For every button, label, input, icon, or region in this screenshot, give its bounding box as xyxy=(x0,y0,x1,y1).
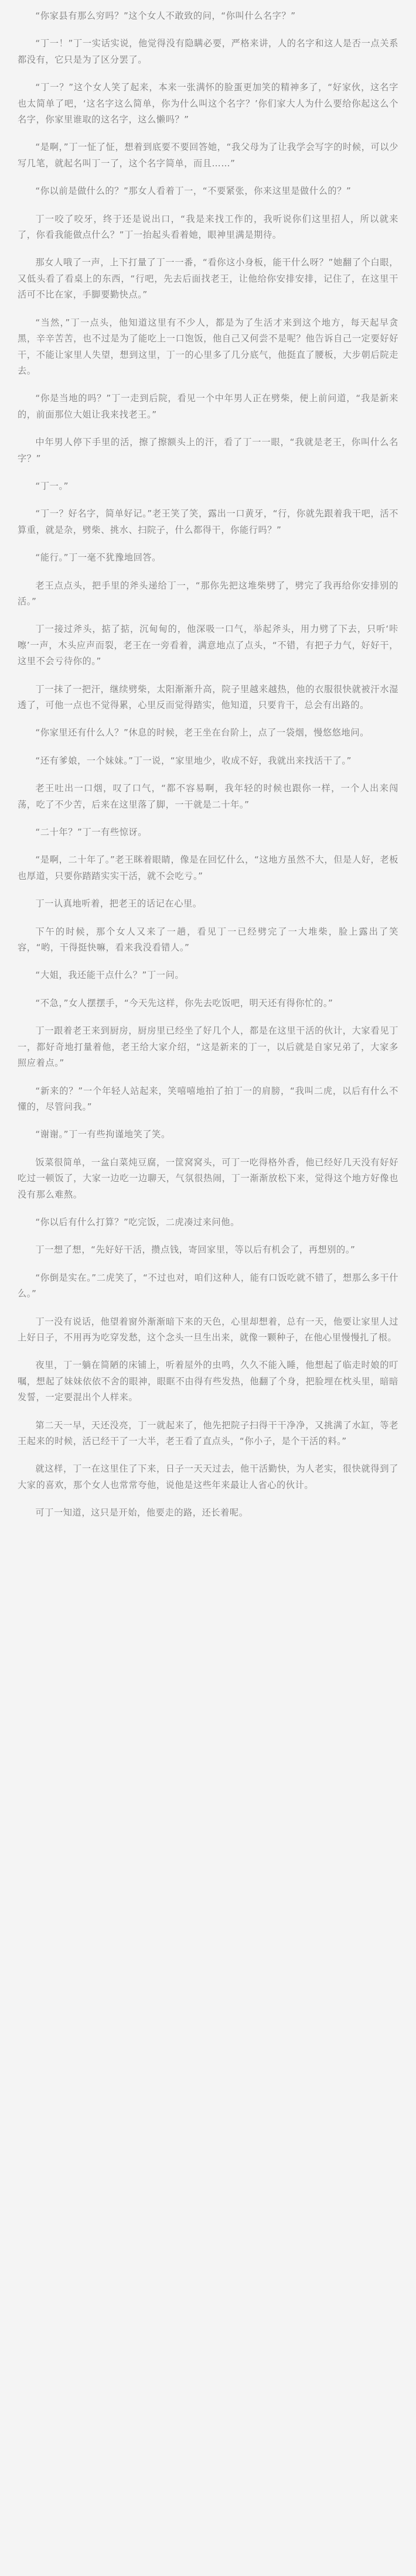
paragraph: 丁一想了想，“先好好干活，攒点钱，寄回家里，等以后有机会了，再想别的。” xyxy=(35,1244,356,1255)
paragraph: 老王点点头，把手里的斧头递给丁一，“那你先把这堆柴劈了，劈完了我再给你安排别的活。” xyxy=(18,580,398,607)
paragraph: “是啊，”丁一怔了怔，想着到底要不要回答她，“我父母为了让我学会写字的时候，可以少写几笔，就起名叫丁一了，这个名字简单，而且……” xyxy=(18,142,398,169)
paragraph: “你以前是做什么的？”那女人看着丁一，“不要紧张，你来这里是做什么的？” xyxy=(35,186,352,197)
paragraph: 饭菜很简单，一盆白菜炖豆腐，一筐窝窝头，可丁一吃得格外香，他已经好几天没有好好吃过一顿饭了，大家一边吃一边聊天，气氛很热闹，丁一渐渐放松下来，觉得这个地方好像也没有那么难熬。 xyxy=(18,1157,398,1200)
paragraph: “能行。”丁一毫不犹豫地回答。 xyxy=(35,552,161,563)
paragraph: “丁一！”丁一实话实说，他觉得没有隐瞒必要，严格来讲，人的名字和这人是否一点关系都没有，它只是为了区分罢了。 xyxy=(18,38,398,65)
paragraph: “丁一？好名字，简单好记。”老王笑了笑，露出一口黄牙，“行，你就先跟着我干吧，活不算重，就是杂，劈柴、挑水、扫院子，什么都得干，你能行吗？” xyxy=(18,508,398,535)
paragraph: 丁一跟着老王来到厨房，厨房里已经坐了好几个人，都是在这里干活的伙计，大家看见丁一，都好奇地打量着他，老王给大家介绍，“这是新来的丁一，以后就是自家兄弟了，大家多照应着点。” xyxy=(18,1025,398,1069)
paragraph: “你家县有那么穷吗？”这个女人不敢致的问，“你叫什么名字？” xyxy=(35,11,296,21)
paragraph: 丁一没有说话，他望着窗外渐渐暗下来的天色，心里却想着，总有一天，他要让家里人过上好日子，不用再为吃穿发愁，这个念头一旦生出来，就像一颗种子，在他心里慢慢扎了根。 xyxy=(18,1316,398,1343)
paragraph: “是啊，二十年了。”老王眯着眼睛，像是在回忆什么，“这地方虽然不大，但是人好，老板也厚道，只要你踏踏实实干活，就不会吃亏。” xyxy=(18,854,398,881)
paragraph: 丁一抹了一把汗，继续劈柴，太阳渐渐升高，院子里越来越热，他的衣服很快就被汗水湿透了，可他一点也不觉得累，心里反而觉得踏实，他知道，只要肯干，总会有出路的。 xyxy=(18,683,398,710)
paragraph: 中年男人停下手里的活，擦了擦额头上的汗，看了丁一一眼，“我就是老王，你叫什么名字？” xyxy=(18,437,398,464)
paragraph: 下午的时候，那个女人又来了一趟，看见丁一已经劈完了一大堆柴，脸上露出了笑容，“哟，干得挺快嘛，看来我没看错人。” xyxy=(18,926,398,953)
paragraph: “不急，”女人摆摆手，“今天先这样，你先去吃饭吧，明天还有得你忙的。” xyxy=(35,997,333,1008)
paragraph: 丁一咬了咬牙，终于还是说出口，“我是来找工作的，我听说你们这里招人，所以就来了，你看我能做点什么？”丁一抬起头看着她，眼神里满是期待。 xyxy=(18,213,398,241)
paragraph: 第二天一早，天还没亮，丁一就起来了，他先把院子扫得干干净净，又挑满了水缸，等老王起来的时候，活已经干了一大半，老王看了直点头，“你小子，是个干活的料。” xyxy=(18,1419,398,1446)
paragraph: “你家里还有什么人？”休息的时候，老王坐在台阶上，点了一袋烟，慢悠悠地问。 xyxy=(35,727,369,738)
paragraph: 丁一认真地听着，把老王的话记在心里。 xyxy=(35,898,202,909)
paragraph: 那女人哦了一声，上下打量了丁一一番，“看你这小身板，能干什么呀？”她翻了个白眼，又低头看了看桌上的东西，“行吧，先去后面找老王，让他给你安排安排，记住了，在这里干活可不比在家，手脚要勤快点。” xyxy=(18,257,398,300)
paragraph: “你是当地的吗？”丁一走到后院，看见一个中年男人正在劈柴，便上前问道，“我是新来的，前面那位大姐让我来找老王。” xyxy=(18,393,398,420)
paragraph: “大姐，我还能干点什么？”丁一问。 xyxy=(35,970,185,981)
paragraph: “你倒是实在。”二虎笑了，“不过也对，咱们这种人，能有口饭吃就不错了，想那么多干什么。” xyxy=(18,1272,398,1299)
paragraph: “还有爹娘，一个妹妹。”丁一说，“家里地少，收成不好，我就出来找活干了。” xyxy=(35,755,352,766)
paragraph: “当然，”丁一点头，他知道这里有不少人，都是为了生活才来到这个地方，每天起早贪黑，辛辛苦苦，也不过是为了能吃上一口饱饭，他自己又何尝不是呢？他告诉自己一定要好好干，不能让家里人失望，想到这里，丁一的心里多了几分底气，他挺直了腰板，大步朝后院走去。 xyxy=(18,317,398,376)
paragraph: 夜里，丁一躺在简陋的床铺上，听着屋外的虫鸣，久久不能入睡，他想起了临走时娘的叮嘱，想起了妹妹依依不舍的眼神，眼眶不由得有些发热，他翻了个身，把脸埋在枕头里，暗暗发誓，一定要混出个人样来。 xyxy=(18,1360,398,1403)
paragraph: 老王吐出一口烟，叹了口气，“都不容易啊，我年轻的时候也跟你一样，一个人出来闯荡，吃了不少苦，后来在这里落了脚，一干就是二十年。” xyxy=(18,783,398,810)
paragraph: “你以后有什么打算？”吃完饭，二虎凑过来问他。 xyxy=(35,1216,240,1227)
paragraph: 可丁一知道，这只是开始，他要走的路，还长着呢。 xyxy=(35,1507,248,1518)
paragraph: “谢谢。”丁一有些拘谨地笑了笑。 xyxy=(35,1129,171,1140)
paragraph: 就这样，丁一在这里住了下来，日子一天天过去，他干活勤快，为人老实，很快就得到了大家的喜欢，那个女人也常常夸他，说他是这些年来最让人省心的伙计。 xyxy=(18,1463,398,1490)
paragraph: “二十年？”丁一有些惊讶。 xyxy=(35,827,147,838)
paragraph: “新来的？”一个年轻人站起来，笑嘻嘻地拍了拍丁一的肩膀，“我叫二虎，以后有什么不懂的，尽管问我。” xyxy=(18,1085,398,1112)
paragraph: “丁一？”这个女人笑了起来，本来一张满怀的脸蛋更加笑的精神多了，“好家伙，这名字也太简单了吧，‘这名字这么简单，你为什么叫这个名字？’你们家大人为什么要给你起这么个名字，你家里谁取的这名字，这么懒吗？” xyxy=(18,82,398,125)
paragraph: 丁一接过斧头，掂了掂，沉甸甸的，他深吸一口气，举起斧头，用力劈了下去，只听‘咔嚓’一声，木头应声而裂，老王在一旁看着，满意地点了点头，“不错，有把子力气，好好干，这里不会亏待你的。” xyxy=(18,624,398,667)
paragraph: “丁一。” xyxy=(35,480,69,491)
